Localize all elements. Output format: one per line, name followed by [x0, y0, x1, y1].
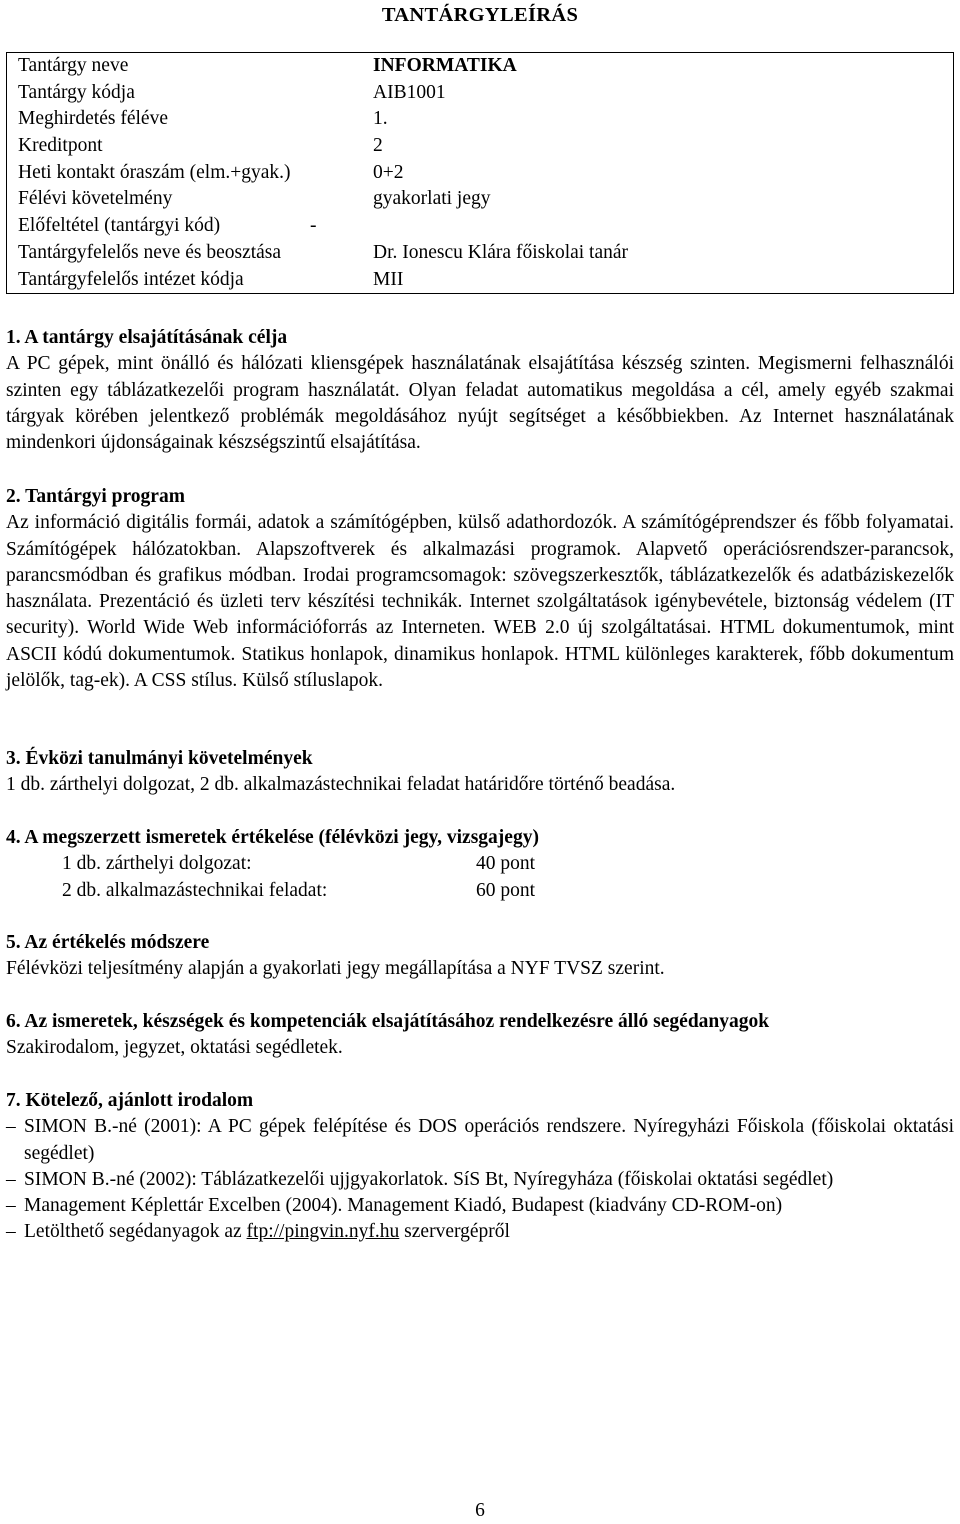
section-heading: 2. Tantárgyi program [6, 486, 185, 507]
section-literature [6, 1088, 954, 1246]
document-title: TANTÁRGYLEÍRÁS [381, 4, 579, 26]
document-page [6, 0, 954, 1522]
section-heading: 7. Kötelező, ajánlott irodalom [6, 1090, 254, 1111]
section-heading: 1. A tantárgy elsajátításának célja [6, 327, 288, 348]
section-method [6, 930, 954, 983]
reference-text: Management Képlettár Excelben (2004). Management Kiadó, Budapest (kiadvány CD-ROM-on) [24, 1195, 783, 1217]
info-row-code [18, 80, 953, 107]
assessment-row [6, 878, 954, 904]
info-row-credits [18, 133, 953, 160]
dash-bullet-icon: – [6, 1116, 16, 1138]
info-label: Félévi követelmény [18, 188, 173, 210]
section-body: Az információ digitális formái, adatok a számítógépben, külső adathordozók. A számítógéprendszer és főbb folyamatai. Számítógépek hálózatokban. Alapszoftverek és alkalmazási programok. Alapvető operációsrendszer-parancsok, parancsmódban és grafikus módban. Irodai programcsomagok: szövegszerkesztők, táblázatkezelők és adatbáziskezelők használata. Prezentáció és üzleti terv készítési technikák. Internet szolgáltatások igénybevétele, biztonság védelem (IT security). World Wide Web információforrás az Interneten. WEB 2.0 új szolgáltatásai. HTML dokumentumok, mint ASCII kódú dokumentumok. Statikus honlapok, dinamikus honlapok. HTML különleges karakterek, főbb dokumentum jelölők, tag-ek). A CSS stílus. Külső stíluslapok. [6, 512, 954, 692]
section-body: Szakirodalom, jegyzet, oktatási segédletek. [6, 1037, 343, 1059]
dash-bullet-icon: – [6, 1195, 16, 1217]
assessment-points: 40 pont [476, 853, 536, 875]
assessment-row [6, 851, 954, 877]
info-row-prerequisite [18, 213, 953, 240]
info-value: AIB1001 [373, 81, 446, 103]
reference-text-after: szervergépről [399, 1221, 510, 1243]
section-heading: 6. Az ismeretek, készségek és kompetenciák elsajátításához rendelkezésre álló segédanyagok [6, 1011, 770, 1032]
section-body: 1 db. zárthelyi dolgozat, 2 db. alkalmazástechnikai feladat határidőre történő beadása. [6, 774, 676, 796]
info-label: Előfeltétel (tantárgyi kód) [18, 215, 221, 237]
info-label: Kreditpont [18, 135, 103, 157]
info-value: MII [373, 268, 404, 290]
info-label: Tantárgy kódja [18, 81, 135, 103]
dash-bullet-icon: – [6, 1221, 16, 1243]
info-row-name [18, 53, 953, 80]
info-value: gyakorlati jegy [373, 188, 491, 210]
reference-item [6, 1193, 954, 1219]
section-body: A PC gépek, mint önálló és hálózati kliensgépek használatának elsajátítása készség szinten. Megismerni felhasználói szinten egy táblázatkezelői program használatát. Olyan feladat automatikus megoldása a cél, amely egyéb szakmai tárgyak körében jelentkező problémák megoldásához nyújt segítséget a későbbiekben. Az Internet használatának mindenkori újdonságainak készségszintű elsajátítása. [6, 353, 954, 454]
info-value: 0+2 [373, 161, 404, 183]
reference-item [6, 1167, 954, 1193]
section-heading: 4. A megszerzett ismeretek értékelése (félévközi jegy, vizsgajegy) [6, 827, 539, 848]
assessment-item: 1 db. zárthelyi dolgozat: [62, 853, 252, 875]
info-value: INFORMATIKA [373, 55, 517, 76]
info-value: 1. [373, 108, 388, 130]
assessment-points: 60 pont [476, 879, 536, 901]
info-value: Dr. Ionescu Klára főiskolai tanár [373, 241, 629, 263]
assessment-item: 2 db. alkalmazástechnikai feladat: [62, 879, 328, 901]
section-heading: 3. Évközi tanulmányi követelmények [6, 748, 313, 769]
info-label: Meghirdetés féléve [18, 108, 168, 130]
section-body: Félévközi teljesítmény alapján a gyakorlati jegy megállapítása a NYF TVSZ szerint. [6, 958, 665, 980]
reference-text-before: Letölthető segédanyagok az [24, 1221, 247, 1243]
info-value: - [310, 215, 317, 237]
info-label: Tantárgy neve [18, 55, 129, 76]
reference-text: SIMON B.-né (2001): A PC gépek felépítése és DOS operációs rendszere. Nyíregyházi Főiskola (főiskolai oktatási segédlet) [24, 1116, 954, 1164]
course-info-box [6, 52, 954, 294]
info-row-institute [18, 267, 953, 294]
section-heading: 5. Az értékelés módszere [6, 932, 210, 953]
info-label: Tantárgyfelelős intézet kódja [18, 268, 244, 290]
section-requirements [6, 746, 954, 799]
info-row-hours [18, 160, 953, 187]
info-label: Heti kontakt óraszám (elm.+gyak.) [18, 161, 291, 183]
info-row-semester [18, 106, 953, 133]
reference-text: SIMON B.-né (2002): Táblázatkezelői ujjgyakorlatok. SíS Bt, Nyíregyháza (főiskolai oktatási segédlet) [24, 1168, 834, 1190]
info-row-requirement [18, 186, 953, 213]
info-value: 2 [373, 135, 383, 157]
dash-bullet-icon: – [6, 1168, 16, 1190]
section-materials [6, 1009, 954, 1062]
info-label: Tantárgyfelelős neve és beosztása [18, 241, 282, 263]
section-goal [6, 325, 954, 456]
reference-item [6, 1219, 954, 1245]
reference-list [6, 1114, 954, 1245]
info-row-responsible [18, 240, 953, 267]
page-number: 6 [475, 1500, 485, 1521]
section-assessment [6, 825, 954, 904]
section-program [6, 484, 954, 694]
reference-item [6, 1114, 954, 1167]
ftp-link[interactable]: ftp://pingvin.nyf.hu [246, 1221, 400, 1243]
